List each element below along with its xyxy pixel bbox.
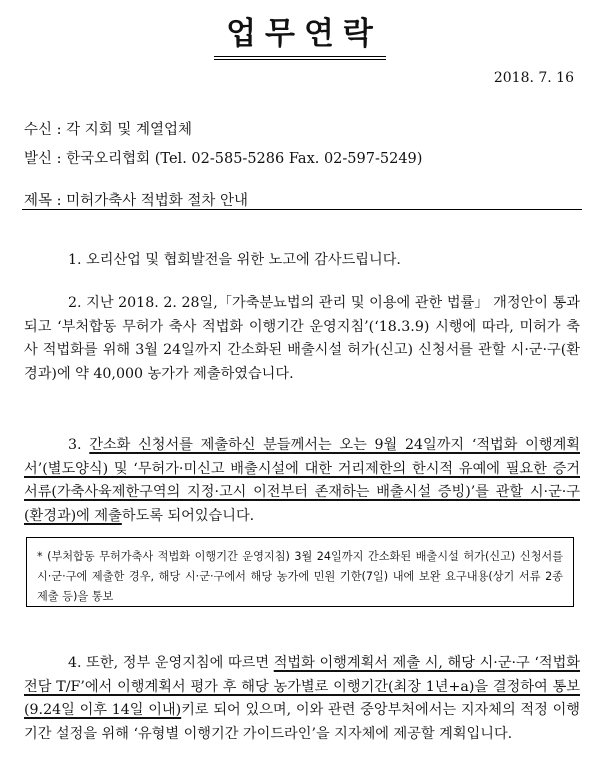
- subject-divider: [22, 209, 582, 210]
- document-title: 업무연락: [214, 8, 386, 60]
- paragraph-3-tail: 하도록 되어있습니다.: [121, 507, 255, 524]
- paragraph-4: [24, 652, 580, 746]
- paragraph-2: [24, 292, 580, 386]
- paragraph-3-number: 3.: [68, 437, 82, 453]
- note-box: [26, 537, 574, 607]
- subject-line: 제목 : 미허가축사 적법화 절차 안내: [24, 193, 249, 209]
- paragraph-4-underlined-text: 적법화 이행계획서 제출 시, 해당 시·군·구 ‘적법화 전담 T/F’에서 이행계획서 평가 후 해당 농가별로 이행기간(최장 1년+a)을 결정하여 통보(9.24일 이후 14일 이내): [24, 655, 580, 718]
- paragraph-4-tail: 키로 되어 있으며, 이와 관련 중앙부처에서는 지자체의 적정 이행기간 설정을 위해 ‘유형별 이행기간 가이드라인’을 지자체에 제공할 계획입니다.: [24, 702, 580, 742]
- paragraph-1: [24, 249, 580, 273]
- sender-line: 발신 : 한국오리협회 (Tel. 02-585-5286 Fax. 02-597-5249): [24, 151, 423, 167]
- paragraph-1-text: 1. 오리산업 및 협회발전을 위한 노고에 감사드립니다.: [68, 252, 401, 268]
- recipient-line: 수신 : 각 지회 및 계열업체: [24, 122, 193, 138]
- paragraph-4-head: 4. 또한, 정부 운영지침에 따르면: [68, 655, 274, 671]
- document-date: 2018. 7. 16: [493, 70, 574, 86]
- paragraph-2-text: 2. 지난 2018. 2. 28일,「가축분뇨법의 관리 및 이용에 관한 법률」 개정안이 통과되고 ‘부처합동 무허가 축사 적법화 이행기간 운영지침’(‘18.3.9) 시행에 따라, 미허가 축사 적법화를 위해 3월 24일까지 간소화된 배출시설 허가(신고) 신청서를 관할 시·군·구(환경과)에 약 40,000 농가가 제출하였습니다.: [24, 295, 580, 382]
- document-title-block: [0, 8, 600, 60]
- paragraph-3: [24, 434, 580, 528]
- note-text: * (부처합동 무허가축사 적법화 이행기간 운영지침) 3월 24일까지 간소화된 배출시설 허가(신고) 신청서를 시·군·구에 제출한 경우, 해당 시·군·구에서 해당 농가에 민원 기한(7일) 내에 보완 요구내용(상기 서류 2종 제출 등)을 통보: [37, 550, 563, 603]
- paragraph-3-underlined-text: 간소화 신청서를 제출하신 분들께서는 오는 9월 24일까지 ‘적법화 이행계획서’(별도양식) 및 ‘무허가·미신고 배출시설에 대한 거리제한의 한시적 유예에 필요한 증거서류(가축사육제한구역의 지정·고시 이전부터 존재하는 배출시설 증빙)’를 관할 시·군·구(환경과)에 제출: [24, 437, 580, 524]
